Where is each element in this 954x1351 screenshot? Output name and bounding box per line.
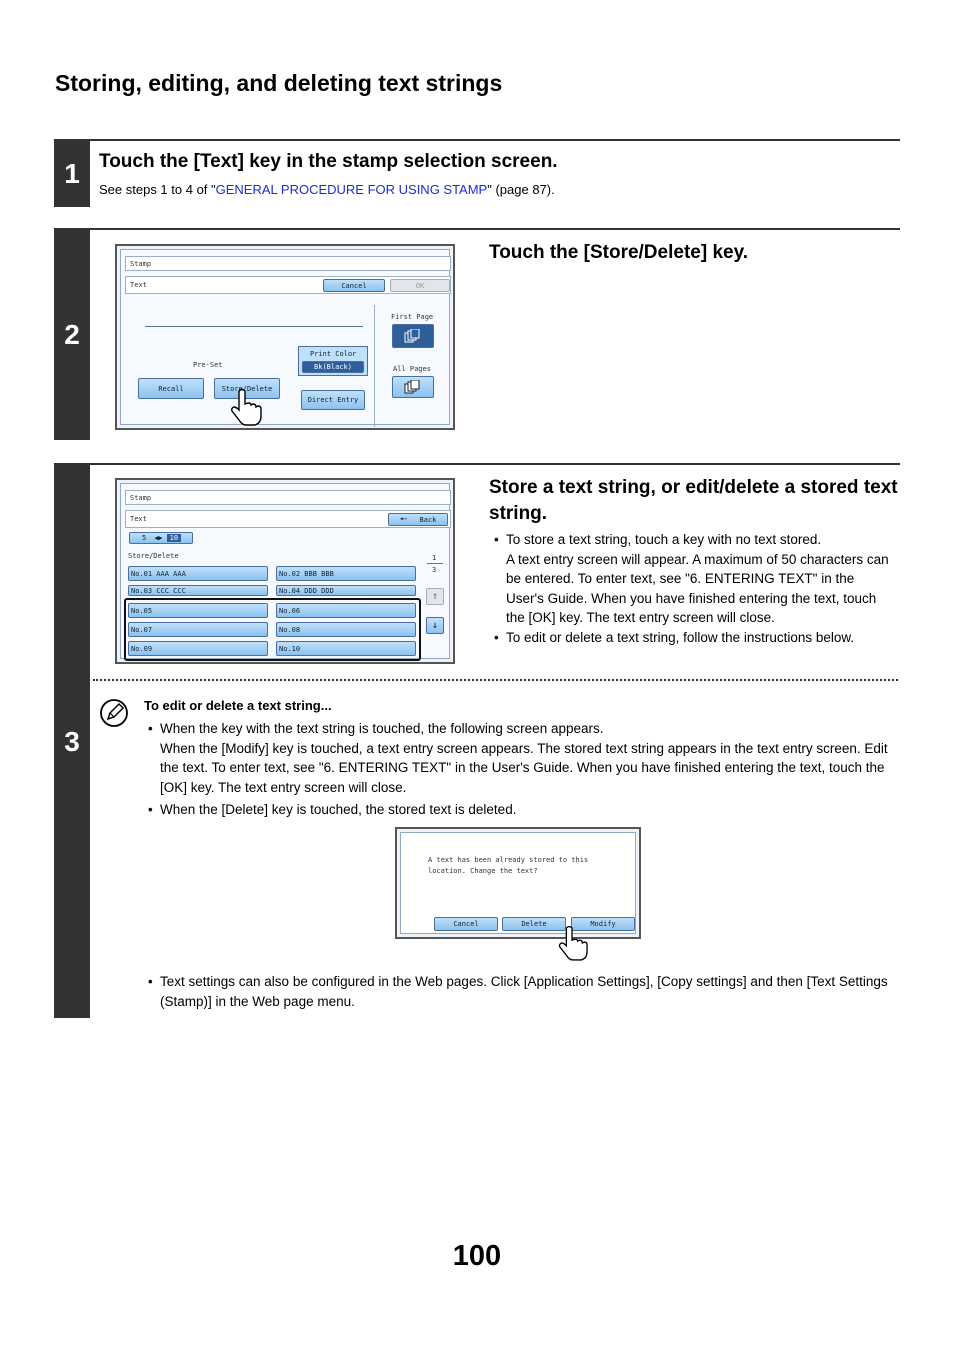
item-10-button[interactable] — [276, 641, 416, 656]
store-delete-label: Store/Delete — [128, 552, 179, 560]
item-label: No.10 — [279, 644, 301, 653]
hand-pointer-icon — [556, 925, 588, 961]
final-bullet: • Text settings can also be configured in the Web pages. Click [Application Settings], [Copy settings] and then [Text Settings (Stamp)] in the Web page menu. — [146, 972, 894, 1011]
pre-set-label: Pre-Set — [193, 361, 223, 369]
print-color-label: Print Color — [310, 350, 357, 358]
dialog-message-line1: A text has been already stored to this — [428, 856, 589, 864]
item-07-button[interactable] — [128, 622, 268, 637]
note-bullet: • When the key with the text string is touched, the following screen appears. When the [Modify] key is touched, a text entry screen appears. The stored text string appears in the text entry screen. Edit the text. To enter text, see "6. ENTERING TEXT" in the User's Guide. When you have finished entering the text, touch the [OK] key. The text entry screen will close. — [146, 719, 894, 797]
text-header — [125, 510, 451, 528]
all-pages-label: All Pages — [393, 365, 431, 373]
item-05-button[interactable] — [128, 603, 268, 618]
recall-button[interactable]: Recall — [138, 378, 204, 399]
page-total: 3 — [432, 566, 437, 574]
item-01-button[interactable] — [128, 566, 268, 581]
scroll-up-button[interactable] — [426, 588, 444, 605]
range-selector[interactable] — [129, 532, 193, 544]
stamp-screen-text — [115, 244, 455, 430]
dotted-separator — [93, 679, 898, 681]
step-1-title: Touch the [Text] key in the stamp selection screen. — [99, 151, 558, 172]
item-label: No.04 DDD DDD — [279, 586, 334, 595]
item-label: No.08 — [279, 625, 301, 634]
dialog-cancel-button[interactable]: Cancel — [434, 917, 498, 931]
pages-icon — [404, 380, 422, 394]
bullet-item: • To edit or delete a text string, follow the instructions below. — [492, 628, 892, 648]
item-06-button[interactable] — [276, 603, 416, 618]
note-bullet: • When the [Delete] key is touched, the stored text is deleted. — [146, 800, 894, 820]
item-label: No.02 BBB BBB — [279, 569, 334, 578]
scroll-down-button[interactable] — [426, 617, 444, 634]
desc-suffix: " (page 87). — [487, 182, 555, 197]
text-label: Text — [130, 281, 147, 289]
back-button[interactable] — [388, 513, 448, 526]
page-divider — [427, 563, 443, 564]
store-delete-button[interactable]: Store/Delete — [214, 378, 280, 399]
step-1 — [54, 139, 900, 207]
step-number: 3 — [54, 465, 90, 1018]
store-delete-screen — [115, 478, 455, 664]
arrow-down-icon: ↓ — [431, 620, 439, 631]
step-2-title: Touch the [Store/Delete] key. — [489, 242, 749, 263]
direct-entry-button[interactable]: Direct Entry — [301, 390, 365, 410]
step-number: 2 — [54, 230, 90, 440]
range-from: 5 — [142, 534, 147, 542]
first-page-label: First Page — [391, 313, 434, 321]
bullet-item: • To store a text string, touch a key with no text stored. A text entry screen will appear. A maximum of 50 characters can be entered. To enter text, see "6. ENTERING TEXT" in the User's Guide. When you have finished entering the text, touch the [OK] key. The text entry screen will close. — [492, 530, 892, 628]
stamp-header — [125, 256, 451, 271]
item-label: No.03 CCC CCC — [131, 586, 186, 595]
item-label: No.09 — [131, 644, 153, 653]
color-select[interactable]: Bk(Black) — [302, 361, 364, 373]
stamp-label: Stamp — [130, 494, 152, 502]
dialog-message-line2: location. Change the text? — [428, 867, 538, 875]
arrow-up-icon: ↑ — [431, 591, 439, 602]
page-current: 1 — [432, 554, 437, 562]
stamp-label: Stamp — [130, 260, 152, 268]
final-note — [146, 972, 894, 1011]
stamp-header — [125, 490, 451, 505]
item-09-button[interactable] — [128, 641, 268, 656]
item-label: No.05 — [131, 606, 153, 615]
item-label: No.07 — [131, 625, 153, 634]
right-divider — [374, 305, 375, 427]
print-color-group — [298, 346, 368, 376]
dialog-modify-button[interactable]: Modify — [571, 917, 635, 931]
hand-pointer-icon — [228, 388, 262, 426]
item-label: No.06 — [279, 606, 301, 615]
item-04-button[interactable] — [276, 585, 416, 596]
note-heading: To edit or delete a text string... — [144, 698, 332, 713]
pencil-note-icon — [99, 698, 129, 728]
dialog-delete-button[interactable]: Delete — [502, 917, 566, 931]
text-entry-line — [145, 326, 363, 327]
text-label: Text — [130, 515, 147, 523]
range-arrows-icon: ◀▶ — [154, 534, 163, 542]
step-number: 1 — [54, 141, 90, 207]
ok-button[interactable]: OK — [390, 279, 450, 292]
page-number: 100 — [452, 1240, 502, 1272]
item-08-button[interactable] — [276, 622, 416, 637]
note-bullets — [146, 719, 894, 820]
cancel-button[interactable]: Cancel — [323, 279, 385, 292]
step-3-title: Store a text string, or edit/delete a stored text string. — [489, 477, 898, 524]
page-title: Storing, editing, and deleting text strings — [55, 70, 503, 96]
procedure-link[interactable]: GENERAL PROCEDURE FOR USING STAMP — [215, 182, 488, 197]
item-label: No.01 AAA AAA — [131, 569, 186, 578]
item-03-button[interactable] — [128, 585, 268, 596]
step-1-description — [99, 180, 555, 200]
text-header — [125, 276, 451, 294]
item-02-button[interactable] — [276, 566, 416, 581]
all-pages-button[interactable] — [392, 376, 434, 398]
range-to: 10 — [167, 534, 181, 542]
first-page-button[interactable] — [392, 324, 434, 348]
step-3-bullets — [492, 530, 892, 647]
confirm-dialog — [395, 827, 641, 939]
pages-icon — [404, 329, 422, 343]
desc-prefix: See steps 1 to 4 of " — [99, 182, 216, 197]
back-arrow-icon: 🠔 — [399, 514, 408, 525]
back-label: Back — [419, 515, 437, 524]
